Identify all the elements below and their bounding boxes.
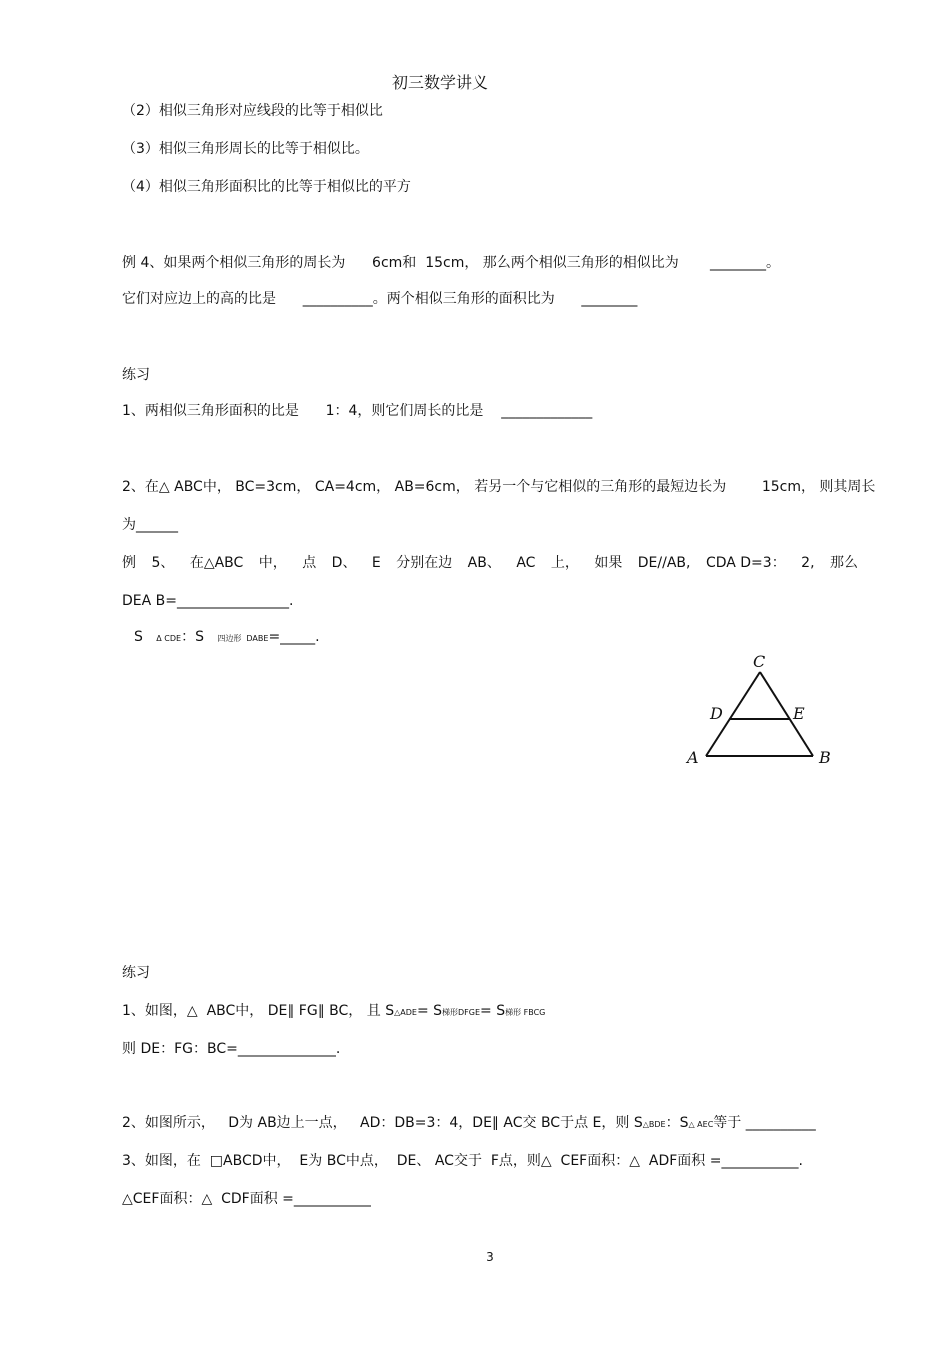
segment-cb bbox=[760, 672, 813, 756]
example4-line1: 例 4、如果两个相似三角形的周长为 6cm和 15cm， 那么两个相似三角形的相似比为 ________。 bbox=[122, 255, 780, 271]
example5-word: DE//AB, bbox=[637, 555, 691, 571]
property-4: （4）相似三角形面积比的比等于相似比的平方 bbox=[122, 179, 411, 195]
area-symbol: S bbox=[134, 629, 143, 645]
example5-word: 2, bbox=[801, 555, 815, 571]
practice2-question3-line2: △CEF面积：△ CDF面积 =___________ bbox=[122, 1191, 371, 1207]
example5-word: AB、 bbox=[467, 555, 501, 571]
example5-word: D、 bbox=[331, 555, 357, 571]
practice2-question1-line2: 则 DE：FG：BC=______________. bbox=[122, 1041, 341, 1057]
subscript-dfge: 梯形DFGE bbox=[442, 1008, 481, 1017]
practice2-question3-line1: 3、如图，在 □ABCD中， E为 BC中点， DE、 AC交于 F点，则△ CEF面积：△ ADF面积 =___________. bbox=[122, 1153, 803, 1169]
property-2: （2）相似三角形对应线段的比等于相似比 bbox=[122, 103, 383, 119]
property-3: （3）相似三角形周长的比等于相似比。 bbox=[122, 141, 369, 157]
practice2-question1-line1 bbox=[122, 1002, 545, 1022]
q1-text: 1、如图，△ ABC中， DE∥ FG∥ BC， 且 S bbox=[122, 1003, 395, 1019]
subscript-bde: △BDE bbox=[642, 1120, 666, 1129]
vertex-label-c: C bbox=[753, 652, 766, 671]
practice2-question2 bbox=[122, 1114, 816, 1134]
ratio-symbol: ：S bbox=[181, 629, 204, 645]
vertex-label-e: E bbox=[793, 704, 805, 723]
subscript-fbcg: 梯形 FBCG bbox=[505, 1008, 546, 1017]
subscript-ade: △ADE bbox=[394, 1008, 417, 1017]
subscript-triangle-cde: Δ CDE bbox=[156, 634, 182, 643]
example5-word: 点 bbox=[302, 555, 317, 571]
q1-equals-1: = S bbox=[416, 1003, 443, 1019]
example5-word: 在△ABC bbox=[189, 555, 244, 571]
example5-word: 那么 bbox=[829, 555, 858, 571]
example5-word: 上， bbox=[550, 555, 579, 571]
example5-line2: DEA B=________________. bbox=[122, 593, 294, 609]
vertex-label-d: D bbox=[710, 704, 723, 723]
q2-answer-blank: 等于 __________ bbox=[713, 1115, 816, 1131]
example5-word: 分别在边 bbox=[396, 555, 453, 571]
q2-text: 2、如图所示， D为 AB边上一点， AD：DB=3：4，DE∥ AC交 BC于点 E，则 S bbox=[122, 1115, 643, 1131]
example5-line1 bbox=[122, 554, 858, 572]
example4-line2: 它们对应边上的高的比是 __________。两个相似三角形的面积比为 ________ bbox=[122, 291, 638, 307]
practice1-question1: 1、两相似三角形面积的比是 1：4，则它们周长的比是 _____________ bbox=[122, 403, 593, 419]
example5-word: CDA D=3： bbox=[705, 555, 786, 571]
example5-area-ratio bbox=[134, 628, 320, 648]
example5-word: E bbox=[371, 555, 381, 571]
example5-word: AC bbox=[516, 555, 536, 571]
example5-word: 中， bbox=[258, 555, 287, 571]
practice2-heading: 练习 bbox=[122, 965, 150, 981]
q2-ratio: ：S bbox=[665, 1115, 689, 1131]
vertex-label-a: A bbox=[687, 748, 699, 767]
subscript-quadrilateral-dabe: 四边形 DABE bbox=[217, 634, 269, 643]
subscript-aec: △ AEC bbox=[688, 1120, 714, 1129]
answer-blank: =_____. bbox=[268, 629, 320, 645]
q1-equals-2: = S bbox=[480, 1003, 506, 1019]
practice1-question2-line2: 为______ bbox=[122, 517, 178, 533]
example5-word: 例 bbox=[122, 555, 136, 571]
example5-word: 如果 bbox=[594, 555, 623, 571]
example5-word: 5、 bbox=[151, 555, 175, 571]
triangle-figure bbox=[680, 648, 850, 773]
page-title: 初三数学讲义 bbox=[391, 73, 488, 92]
vertex-label-b: B bbox=[819, 748, 831, 767]
practice1-heading: 练习 bbox=[122, 367, 150, 383]
practice1-question2-line1: 2、在△ ABC中， BC=3cm， CA=4cm， AB=6cm， 若另一个与它相似的三角形的最短边长为 15cm， 则其周长 bbox=[122, 479, 876, 495]
page-number: 3 bbox=[486, 1250, 494, 1264]
